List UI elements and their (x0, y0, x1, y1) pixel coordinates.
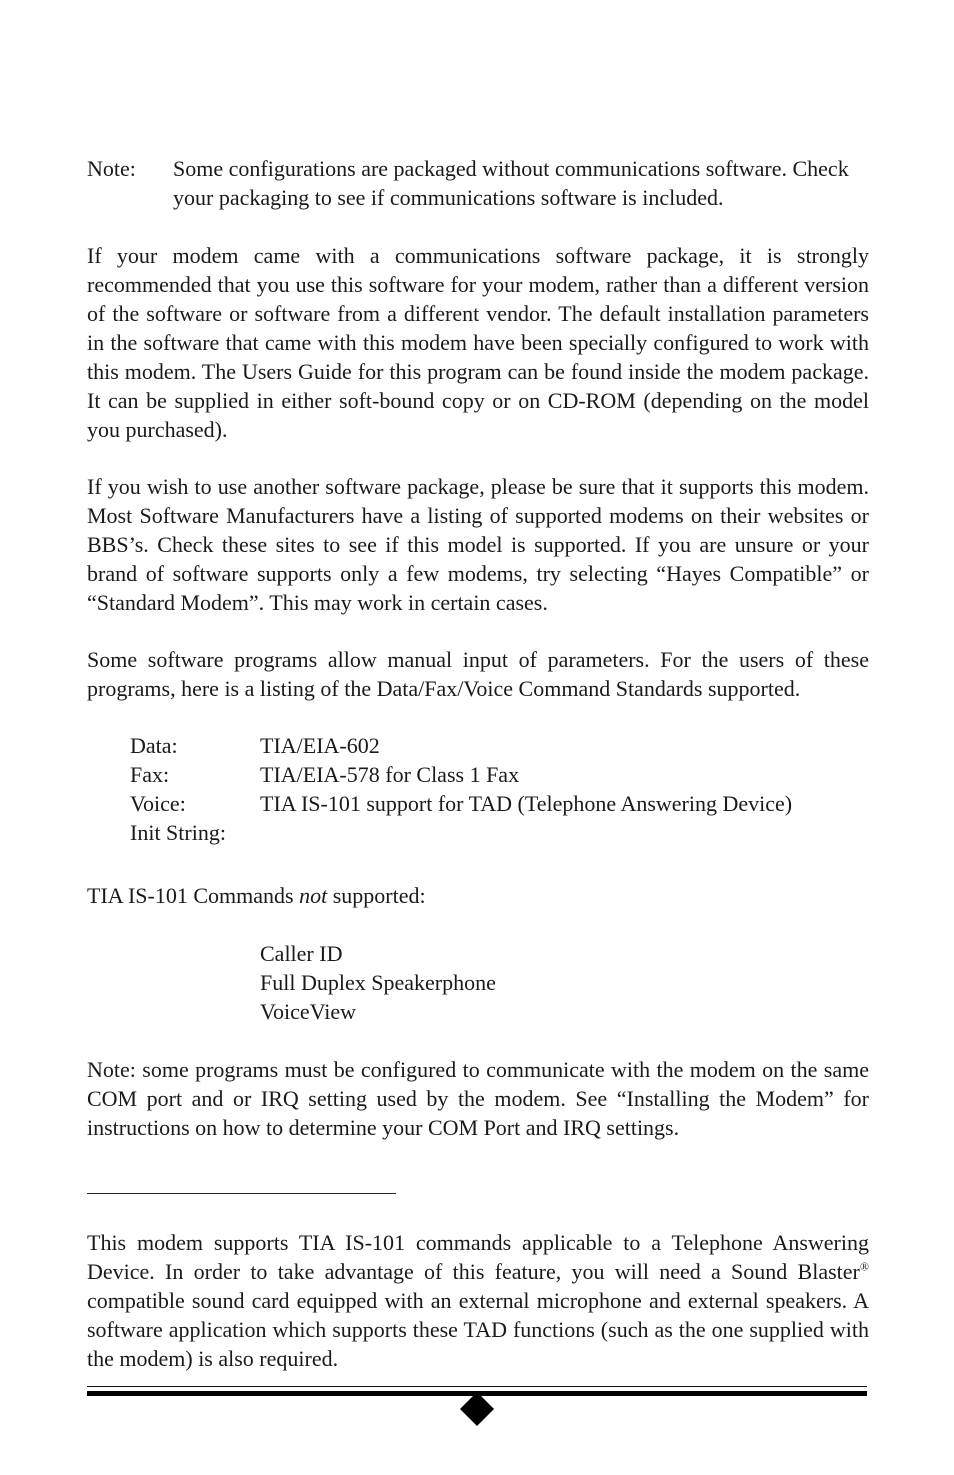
paragraph-other-software: If you wish to use another software package, please be sure that it supports this modem. Most Software Manufacturers have a listing of supported modems on their websites or BBS’s. Check these sites to see if this model is supported. If you are unsure or your brand of software supports only a few modems, try selecting “Hayes Compatible” or “Standard Modem”. This may work in certain cases. (87, 474, 869, 615)
list-item: Full Duplex Speakerphone (260, 970, 496, 995)
paragraph-manual-input: Some software programs allow manual input of parameters. For the users of these programs, here is a listing of the Data/Fax/Voice Command Standards supported. (87, 647, 869, 701)
unsupported-prefix: TIA IS-101 Commands (87, 883, 300, 908)
list-item: Caller ID (260, 941, 343, 966)
standard-value: TIA/EIA-578 for Class 1 Fax (260, 762, 520, 787)
note-label: Note: (87, 156, 136, 181)
unsupported-suffix: supported: (327, 883, 426, 908)
standard-label: Fax: (130, 762, 170, 787)
unsupported-heading (87, 881, 869, 910)
footnote-rule (87, 1193, 396, 1194)
standard-label: Voice: (130, 791, 186, 816)
standard-value: TIA/EIA-602 (260, 733, 380, 758)
standards-list (130, 731, 869, 847)
list-item: VoiceView (260, 999, 357, 1024)
standards-row-voice (130, 789, 869, 818)
packaging-note (87, 154, 869, 212)
note-text: Some configurations are packaged without communications software. Check your packaging to see if communications software is included. (173, 156, 849, 210)
paragraph-recommended-software: If your modem came with a communications software package, it is strongly recommended that you use this software for your modem, rather than a different version of the software or software from a different vendor. The default installation parameters in the software that came with this modem have been specially configured to work with this modem. The Users Guide for this program can be found inside the modem package. It can be supplied in either soft-bound copy or on CD-ROM (depending on the model you purchased). (87, 243, 869, 442)
unsupported-list (260, 939, 496, 1026)
standards-row-init-string (130, 818, 869, 847)
standards-row-fax (130, 760, 869, 789)
standards-row-data (130, 731, 869, 760)
standard-label: Init String: (130, 820, 226, 845)
standard-value: TIA IS-101 support for TAD (Telephone Answering Device) (260, 791, 793, 816)
standard-label: Data: (130, 733, 178, 758)
footer-rule-thin (87, 1386, 867, 1387)
registered-mark: ® (859, 1259, 869, 1274)
com-port-note: Note: some programs must be configured to communicate with the modem on the same COM port and or IRQ setting used by the modem. See “Installing the Modem” for instructions on how to determine your COM Port and IRQ settings. (87, 1057, 869, 1140)
unsupported-emphasis: not (299, 883, 328, 908)
footnote-text (87, 1228, 869, 1373)
footnote-after: compatible sound card equipped with an external microphone and external speakers. A software application which supports these TAD functions (such as the one supplied with the modem) is also required. (87, 1288, 869, 1371)
diamond-icon (460, 1392, 494, 1426)
footnote-before: This modem supports TIA IS-101 commands applicable to a Telephone Answering Device. In order to take advantage of this feature, you will need a Sound Blaster (87, 1230, 869, 1284)
